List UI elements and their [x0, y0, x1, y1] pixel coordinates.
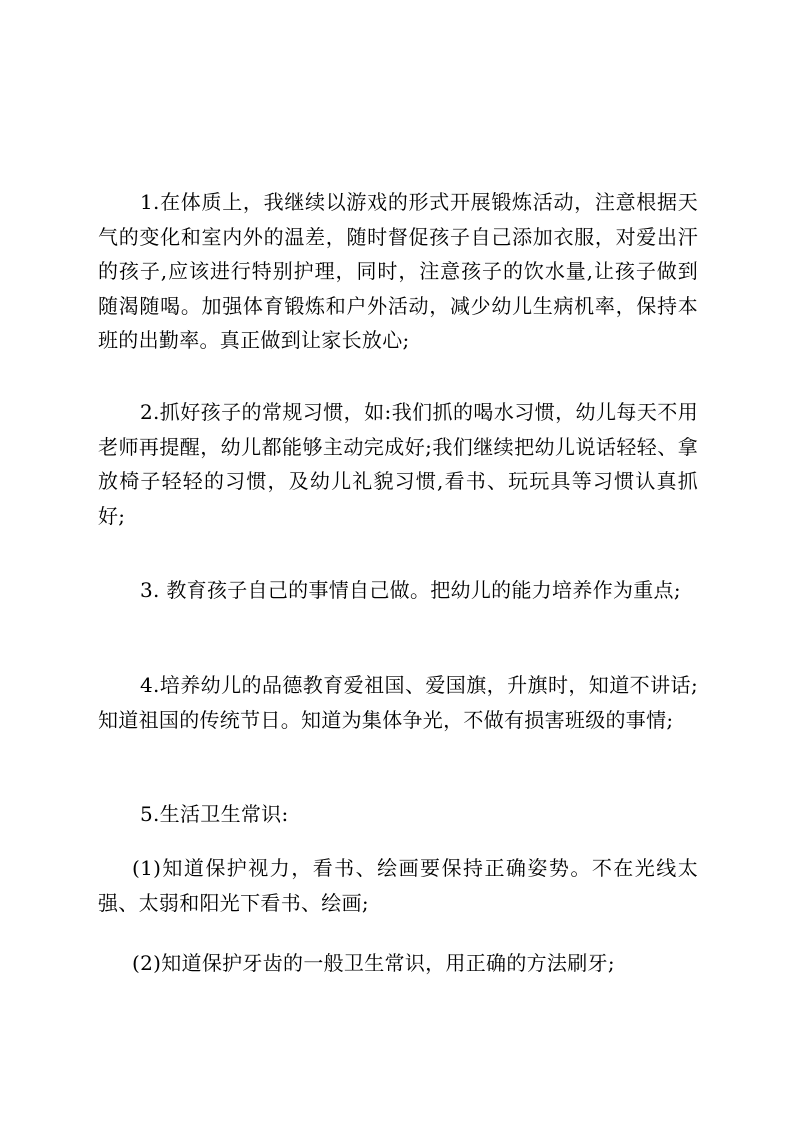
paragraph-routine-habits: 2.抓好孩子的常规习惯，如:我们抓的喝水习惯，幼儿每天不用老师再提醒，幼儿都能够主动完成好;我们继续把幼儿说话轻轻、拿放椅子轻轻的习惯，及幼儿礼貌习惯,看书、玩玩具等习惯认真抓好; [98, 400, 698, 528]
paragraph-physical-health: 1.在体质上，我继续以游戏的形式开展锻炼活动，注意根据天气的变化和室内外的温差，随时督促孩子自己添加衣服，对爱出汗的孩子,应该进行特别护理，同时，注意孩子的饮水量,让孩子做到随渴随喝。加强体育锻炼和户外活动，减少幼儿生病机率，保持本班的出勤率。真正做到让家长放心; [98, 190, 698, 352]
paragraph-hygiene-heading: 5.生活卫生常识: [140, 802, 289, 826]
paragraph-self-reliance: 3. 教育孩子自己的事情自己做。把幼儿的能力培养作为重点; [140, 578, 681, 602]
paragraph-eye-care: (1)知道保护视力，看书、绘画要保持正确姿势。不在光线太强、太弱和阳光下看书、绘画; [98, 856, 698, 915]
paragraph-moral-education: 4.培养幼儿的品德教育爱祖国、爱国旗，升旗时，知道不讲话;知道祖国的传统节日。知道为集体争光，不做有损害班级的事情; [98, 673, 698, 732]
paragraph-dental-care: (2)知道保护牙齿的一般卫生常识，用正确的方法刷牙; [132, 951, 615, 975]
